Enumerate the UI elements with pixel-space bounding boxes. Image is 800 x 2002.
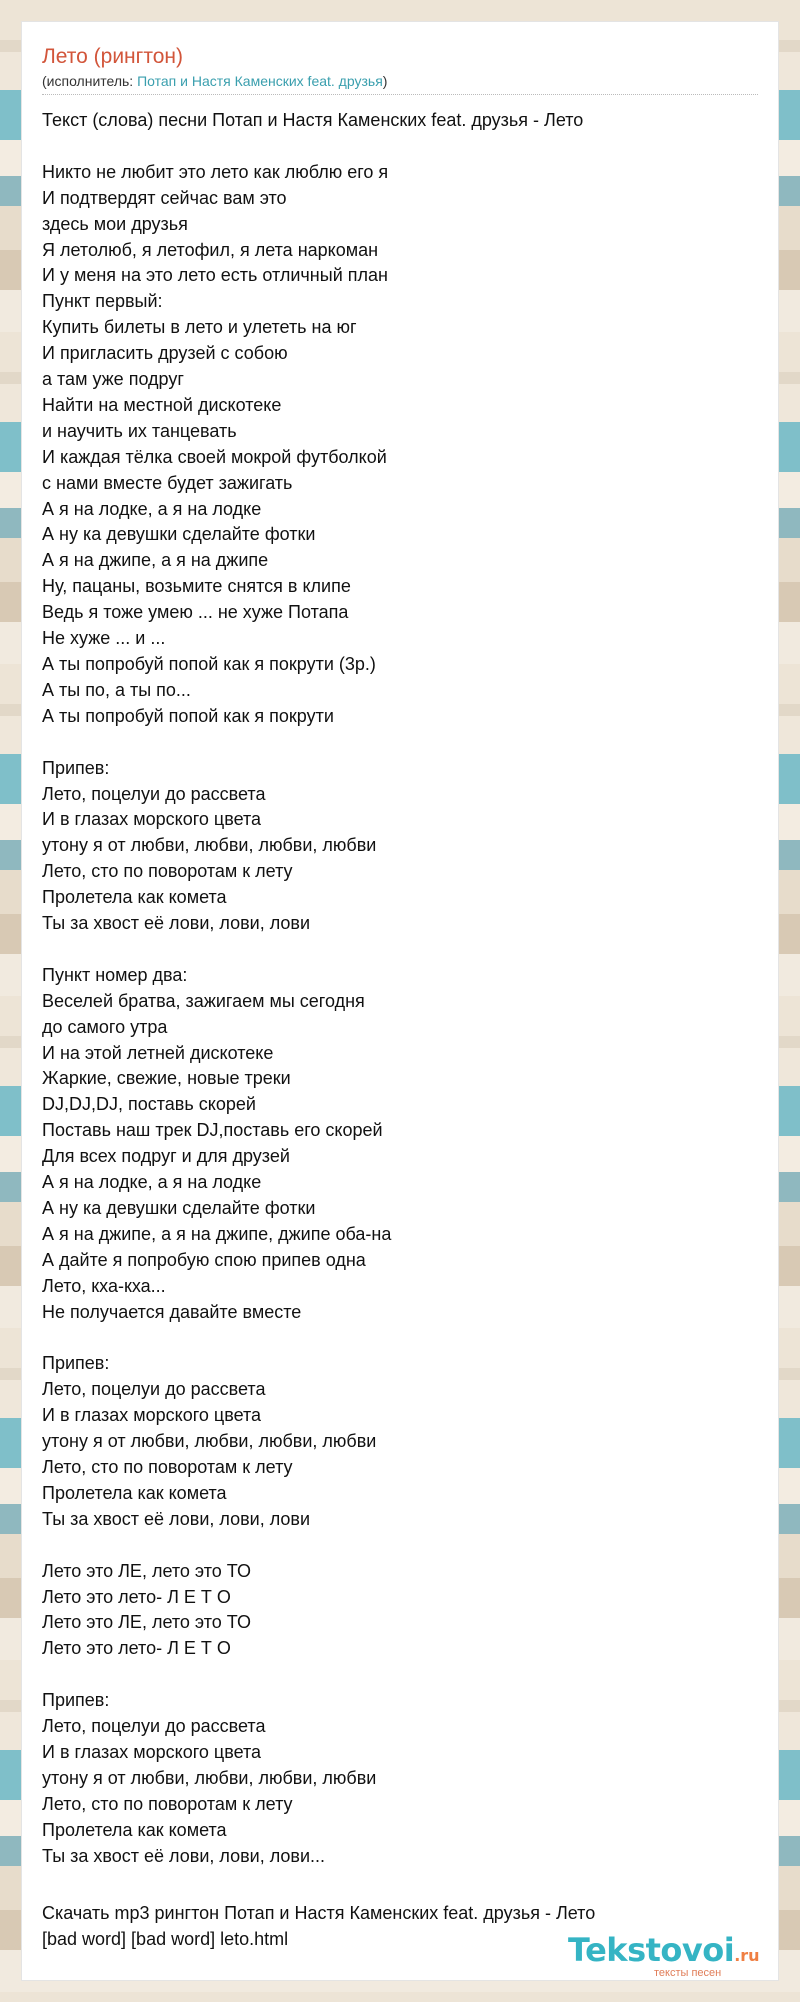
lyric-line: А ты попробуй попой как я покрути bbox=[42, 705, 334, 726]
lyric-line: А дайте я попробую спою припев одна bbox=[42, 1249, 366, 1270]
lyric-line: Пункт номер два: bbox=[42, 964, 188, 985]
artist-line bbox=[42, 73, 758, 90]
lyric-line: до самого утра bbox=[42, 1016, 168, 1037]
lyric-line: И у меня на это лето есть отличный план bbox=[42, 265, 388, 286]
lyric-line: Ты за хвост её лови, лови, лови bbox=[42, 913, 311, 934]
lyric-line: А ну ка девушки сделайте фотки bbox=[42, 524, 316, 545]
lyric-line: А я на лодке, а я на лодке bbox=[42, 498, 262, 519]
site-logo[interactable] bbox=[568, 1931, 768, 1984]
lyric-line: Лето это лето- Л Е Т О bbox=[42, 1586, 231, 1607]
lyric-line: Лето, поцелуи до рассвета bbox=[42, 1379, 266, 1400]
lyric-line: Лето, сто по поворотам к лету bbox=[42, 1457, 293, 1478]
lyric-line: А я на джипе, а я на джипе, джипе оба-на bbox=[42, 1223, 392, 1244]
header-divider bbox=[42, 94, 758, 95]
lyric-line bbox=[42, 134, 758, 160]
lyric-line: Припев: bbox=[42, 1690, 110, 1711]
lyric-line: Ты за хвост её лови, лови, лови bbox=[42, 1508, 311, 1529]
lyric-line: Лето, поцелуи до рассвета bbox=[42, 1716, 266, 1737]
lyric-line: Лето, сто по поворотам к лету bbox=[42, 861, 293, 882]
lyric-line: И каждая тёлка своей мокрой футболкой bbox=[42, 446, 387, 467]
lyric-line bbox=[42, 730, 758, 756]
lyric-line: утону я от любви, любви, любви, любви bbox=[42, 835, 377, 856]
lyric-line: И в глазах морского цвета bbox=[42, 1742, 262, 1762]
lyric-line: Жаркие, свежие, новые треки bbox=[42, 1068, 291, 1089]
lyric-line: Никто не любит это лето как люблю его я bbox=[42, 161, 389, 182]
logo-tld: .ru bbox=[734, 1946, 760, 1965]
lyric-line: Купить билеты в лето и улететь на юг bbox=[42, 317, 357, 338]
lyrics-heading: Текст (слова) песни Потап и Настя Каменских feat. друзья - Лето bbox=[42, 110, 584, 130]
song-header bbox=[42, 44, 758, 95]
lyric-line: Лето это ЛЕ, лето это ТО bbox=[42, 1612, 251, 1633]
lyric-line bbox=[42, 1533, 758, 1559]
lyric-line: Ведь я тоже умею ... не хуже Потапа bbox=[42, 602, 349, 623]
lyric-line bbox=[42, 1662, 758, 1688]
lyric-line: Лето, поцелуи до рассвета bbox=[42, 783, 266, 804]
lyric-line: И в глазах морского цвета bbox=[42, 1405, 262, 1426]
page-paper bbox=[22, 22, 778, 1980]
lyric-line: Пролетела как комета bbox=[42, 1819, 227, 1840]
page-title: Лето (рингтон) bbox=[42, 45, 183, 68]
lyric-line: Ну, пацаны, возьмите снятся в клипе bbox=[42, 576, 351, 597]
lyric-line bbox=[42, 1326, 758, 1352]
lyric-line: Ты за хвост её лови, лови, лови... bbox=[42, 1845, 326, 1866]
lyric-line: Припев: bbox=[42, 757, 110, 778]
lyric-line: Найти на местной дискотеке bbox=[42, 394, 282, 415]
artist-link[interactable]: Потап и Настя Каменских feat. друзья bbox=[137, 73, 383, 90]
lyric-line: А я на лодке, а я на лодке bbox=[42, 1172, 262, 1193]
lyric-line: Пролетела как комета bbox=[42, 1482, 227, 1503]
lyrics-text bbox=[42, 108, 758, 1870]
lyric-line: И в глазах морского цвета bbox=[42, 809, 262, 830]
logo-tagline: тексты песен bbox=[654, 1967, 722, 1979]
lyric-line: Лето это ЛЕ, лето это ТО bbox=[42, 1560, 251, 1581]
lyric-line: Не получается давайте вместе bbox=[42, 1301, 302, 1322]
download-text: Скачать mp3 рингтон Потап и Настя Каменских feat. друзья - Лето bbox=[42, 1903, 596, 1923]
lyric-line: И на этой летней дискотеке bbox=[42, 1042, 274, 1063]
lyric-line: Лето, кха-кха... bbox=[42, 1275, 166, 1296]
lyric-line: А ты попробуй попой как я покрути (3р.) bbox=[42, 654, 376, 675]
lyric-line: здесь мои друзья bbox=[42, 213, 188, 234]
lyric-line: Припев: bbox=[42, 1353, 110, 1374]
lyric-line: А ну ка девушки сделайте фотки bbox=[42, 1198, 316, 1219]
lyric-line: А ты по, а ты по... bbox=[42, 679, 191, 700]
lyric-line: Я летолюб, я летофил, я лета наркоман bbox=[42, 239, 379, 260]
lyric-line: с нами вместе будет зажигать bbox=[42, 472, 293, 493]
lyric-line: и научить их танцевать bbox=[42, 420, 237, 441]
lyric-line: утону я от любви, любви, любви, любви bbox=[42, 1767, 377, 1788]
lyric-line: Не хуже ... и ... bbox=[42, 628, 166, 649]
download-link[interactable]: [bad word] [bad word] leto.html bbox=[42, 1929, 289, 1949]
lyric-line: А я на джипе, а я на джипе bbox=[42, 550, 269, 571]
lyric-line: а там уже подруг bbox=[42, 369, 184, 390]
lyric-line: И подтвердят сейчас вам это bbox=[42, 187, 287, 208]
logo-name: Tekstovoi bbox=[568, 1931, 735, 1969]
lyric-line: И пригласить друзей с собою bbox=[42, 343, 288, 364]
lyric-line: Для всех подруг и для друзей bbox=[42, 1146, 290, 1167]
lyric-line: Лето это лето- Л Е Т О bbox=[42, 1638, 231, 1659]
lyric-line: утону я от любви, любви, любви, любви bbox=[42, 1431, 377, 1452]
artist-prefix: (исполнитель: bbox=[42, 73, 138, 90]
lyric-line: DJ,DJ,DJ, поставь скорей bbox=[42, 1094, 256, 1115]
lyric-line: Лето, сто по поворотам к лету bbox=[42, 1793, 293, 1814]
artist-suffix: ) bbox=[382, 73, 388, 90]
lyric-line bbox=[42, 937, 758, 963]
lyric-line: Поставь наш трек DJ,поставь его скорей bbox=[42, 1120, 383, 1141]
lyric-line: Веселей братва, зажигаем мы сегодня bbox=[42, 990, 365, 1011]
lyric-line: Пункт первый: bbox=[42, 291, 163, 312]
lyric-line: Пролетела как комета bbox=[42, 887, 227, 908]
